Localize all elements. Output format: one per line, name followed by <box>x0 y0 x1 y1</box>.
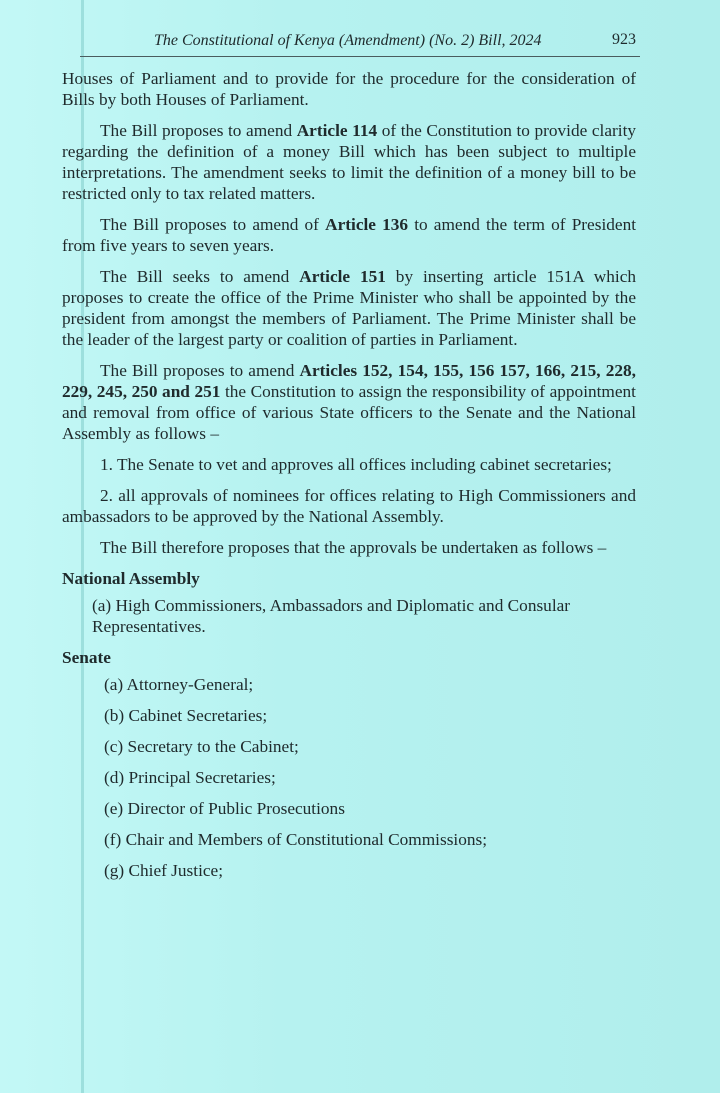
senate-heading: Senate <box>62 648 111 667</box>
national-assembly-heading: National Assembly <box>62 569 200 588</box>
list-item: (c) Secretary to the Cabinet; <box>104 737 299 756</box>
page-number: 923 <box>612 31 636 48</box>
paragraph-article-136: The Bill proposes to amend of Article 136 to amend the term of President from five years to seven years. <box>62 215 637 255</box>
paragraph-senate-vet: 1. The Senate to vet and approves all offices including cabinet secretaries; <box>100 455 612 474</box>
list-item: (b) Cabinet Secretaries; <box>104 706 268 725</box>
running-header <box>80 30 640 57</box>
paragraph-approvals-follow: The Bill therefore proposes that the approvals be undertaken as follows – <box>100 538 607 557</box>
paragraph-articles-list: The Bill proposes to amend Articles 152, 154, 155, 156 157, 166, 215, 228, 229, 245, 250 and 251 the Constitution to assign the responsibility of appointment and removal from office of various State officers to the Senate and the National Assembly as follows – <box>62 361 636 443</box>
list-item: (f) Chair and Members of Constitutional Commissions; <box>104 830 488 849</box>
national-assembly-item: (a) High Commissioners, Ambassadors and Diplomatic and Consular Representatives. <box>92 596 571 636</box>
list-item: (d) Principal Secretaries; <box>104 768 276 787</box>
senate-list <box>62 674 636 881</box>
list-item: (a) Attorney-General; <box>104 675 254 694</box>
paragraph-article-114: The Bill proposes to amend Article 114 of the Constitution to provide clarity regarding the definition of a money Bill which has been subject to multiple interpretations. The amendment seeks to limit the definition of a money bill to be restricted only to tax related matters. <box>62 121 637 203</box>
list-item: (g) Chief Justice; <box>104 861 224 880</box>
paragraph-na-approvals: 2. all approvals of nominees for offices relating to High Commissioners and ambassadors to be approved by the National Assembly. <box>62 486 636 526</box>
paragraph-article-151: The Bill seeks to amend Article 151 by inserting article 151A which proposes to create the office of the Prime Minister who shall be appointed by the president from amongst the members of Parliament. The Prime Minister shall be the leader of the largest party or coalition of parties in Parliament. <box>62 267 636 349</box>
paragraph-intro: Houses of Parliament and to provide for the procedure for the consideration of Bills by both Houses of Parliament. <box>62 69 636 109</box>
list-item: (e) Director of Public Prosecutions <box>104 799 345 818</box>
header-title: The Constitutional of Kenya (Amendment) (No. 2) Bill, 2024 <box>154 32 542 49</box>
body-text <box>62 68 636 891</box>
